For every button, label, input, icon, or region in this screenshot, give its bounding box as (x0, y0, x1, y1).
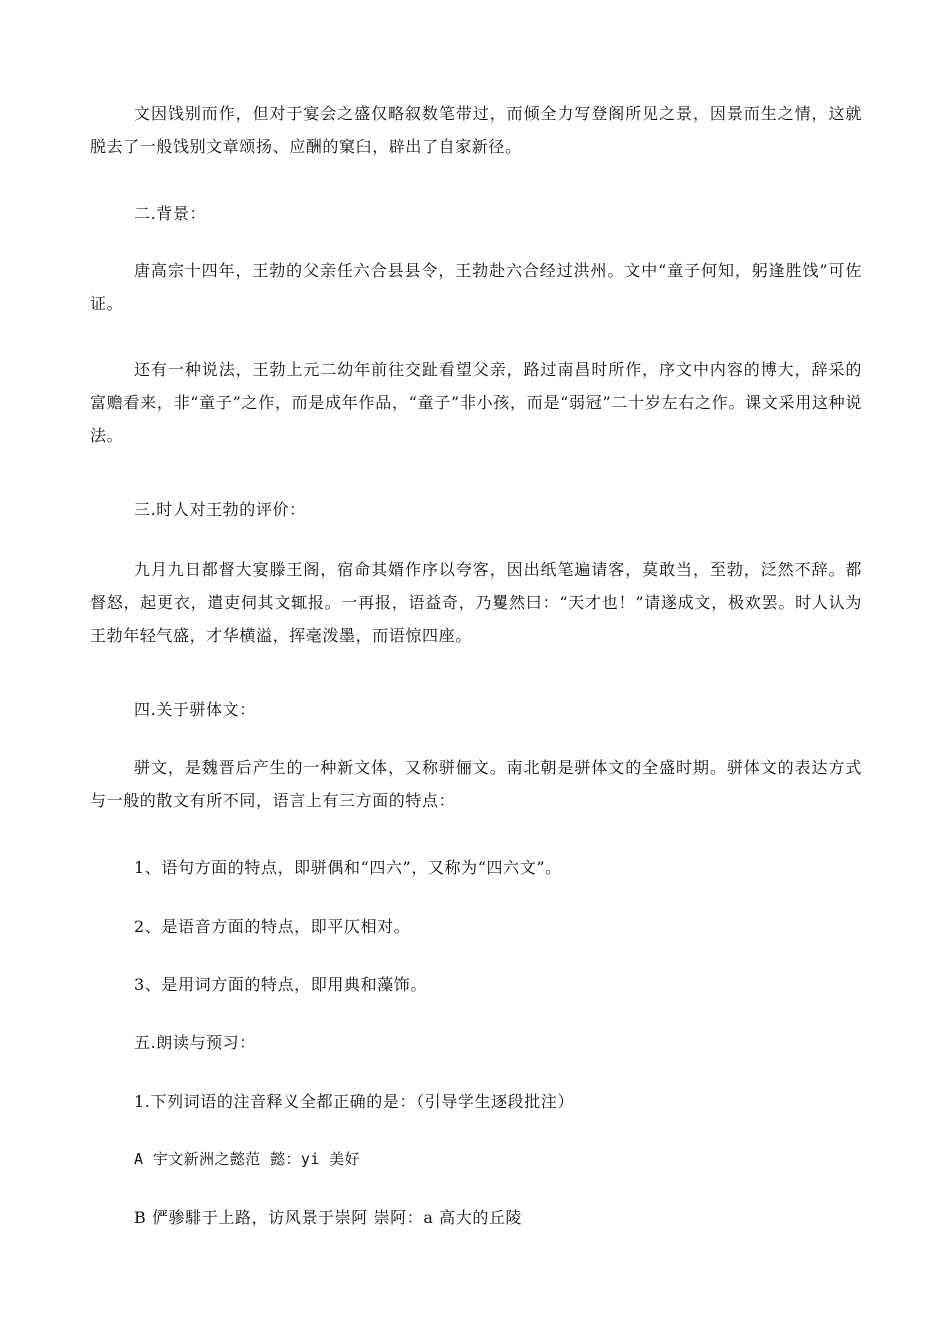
paragraph-background-2: 还有一种说法，王勃上元二幼年前往交趾看望父亲，路过南昌时所作，序文中内容的博大，辞采的富赡看来，非“童子”之作，而是成年作品，“童子”非小孩，而是“弱冠”二十岁左右之作。课文采用这种说法。 (90, 360, 862, 445)
section-heading-background: 二.背景： (134, 204, 207, 223)
paragraph-background-1: 唐高宗十四年，王勃的父亲任六合县县令，王勃赴六合经过洪州。文中“童子何知，躬逢胜饯”可佐证。 (90, 261, 862, 313)
question-1: 1.下列词语的注音释义全都正确的是：（引导学生逐段批注） (134, 1092, 575, 1111)
list-item-feature-1: 1、语句方面的特点，即骈偶和“四六”，又称为“四六文”。 (134, 858, 562, 877)
option-a: A 宇文新洲之懿范 懿：yi 美好 (134, 1150, 360, 1168)
list-item-feature-3: 3、是用词方面的特点，即用典和藻饰。 (134, 975, 427, 994)
option-b: B 俨骖騑于上路，访风景于崇阿 崇阿：a 高大的丘陵 (134, 1208, 523, 1227)
section-heading-reading: 五.朗读与预习： (134, 1033, 256, 1052)
paragraph-evaluation: 九月九日都督大宴滕王阁，宿命其婿作序以夸客，因出纸笔遍请客，莫敢当，至勃，泛然不辞。都督怒，起更衣，遣吏伺其文辄报。一再报，语益奇，乃矍然曰：“天才也！”请遂成文，极欢罢。时人认为王勃年轻气盛，才华横溢，挥毫泼墨，而语惊四座。 (90, 560, 862, 645)
paragraph-pianwen: 骈文，是魏晋后产生的一种新文体，又称骈俪文。南北朝是骈体文的全盛时期。骈体文的表达方式与一般的散文有所不同，语言上有三方面的特点： (90, 758, 862, 810)
section-heading-evaluation: 三.时人对王勃的评价： (134, 500, 306, 519)
list-item-feature-2: 2、是语音方面的特点，即平仄相对。 (134, 917, 411, 936)
section-heading-pianwen: 四.关于骈体文： (134, 700, 256, 719)
paragraph-intro: 文因饯别而作，但对于宴会之盛仅略叙数笔带过，而倾全力写登阁所见之景，因景而生之情，这就脱去了一般饯别文章颂扬、应酬的窠臼，辟出了自家新径。 (90, 104, 862, 156)
